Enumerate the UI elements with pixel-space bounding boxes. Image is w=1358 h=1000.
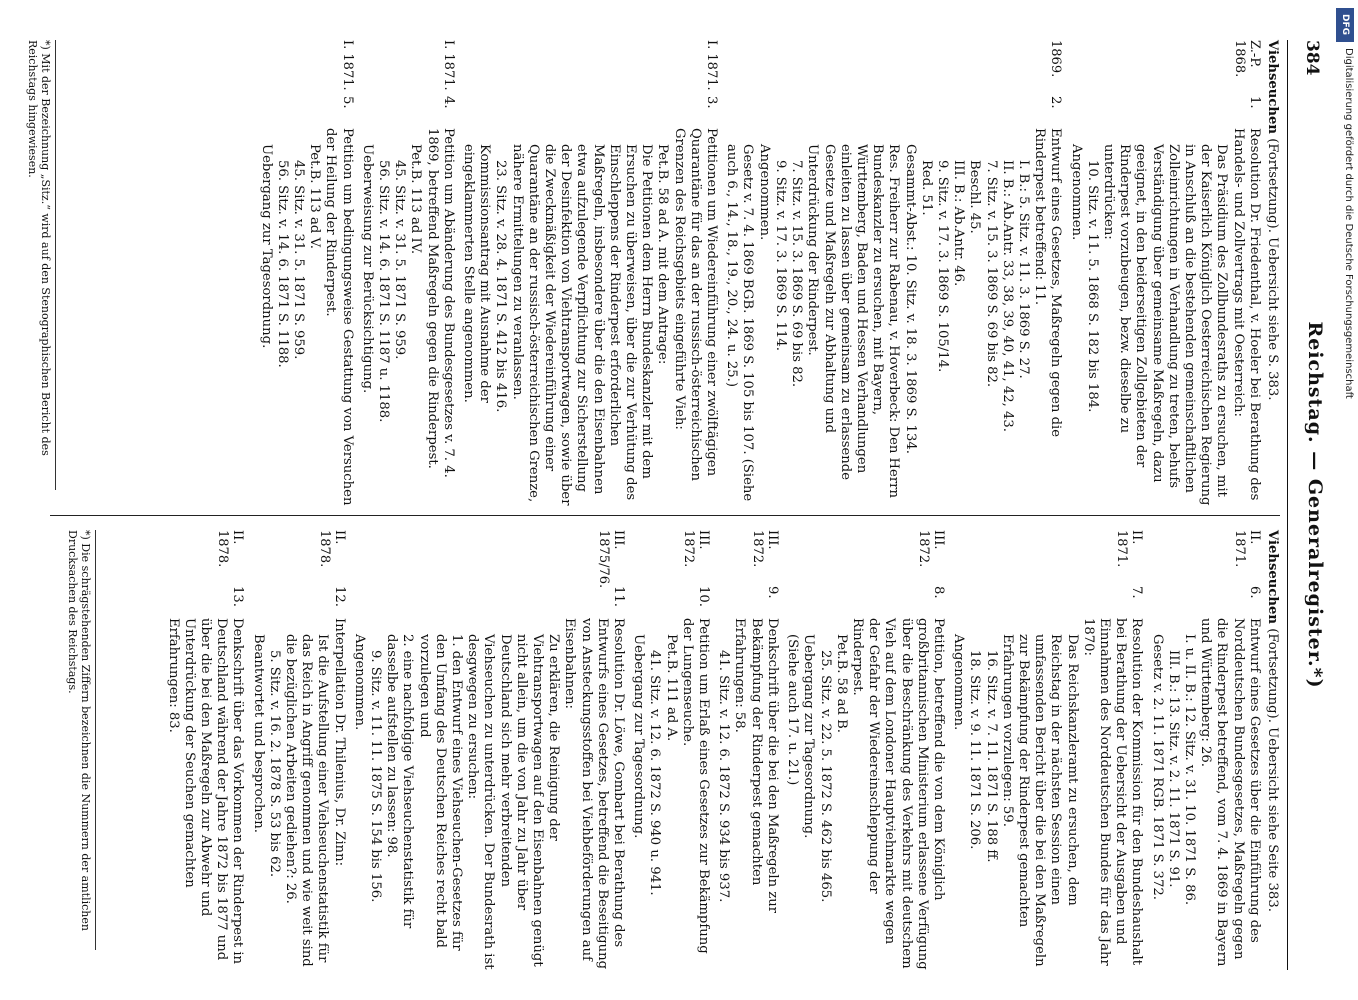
entry-line: (Siehe auch 17. u. 21.) [785, 634, 801, 786]
heading-rest: (Fortsetzung). Uebersicht siehe Seite 383. [1265, 624, 1280, 912]
entry-number: 3. [704, 96, 720, 109]
entry-line: Entwurf eines Gesetzes über die Einführung des Norddeutschen Bundesgesetzes, Maßregeln gegen die Rinderpest betreffend, vom 7. 4. 1869 in Bayern und Württemberg: 26. [1198, 618, 1262, 967]
entry-line: 7. Sitz. v. 15. 3. 1869 S. 69 bis 82. [789, 160, 805, 388]
register-entry [460, 40, 719, 510]
entry-line: Gesetz v. 2. 11. 1871 RGB. 1871 S. 372. [1149, 634, 1165, 900]
entry-line: 10. Sitz. v. 11. 5. 1868 S. 182 bis 184. [1084, 160, 1100, 413]
entry-number: 6. [1246, 586, 1262, 599]
entry-line: Denkschrift über die bei den Maßregeln zur Bekämpfung der Rinderpest gemachten Erfahrungen: 58. [732, 618, 780, 914]
entry-line: 5. Sitz. v. 16. 2. 1878 S. 53 bis 62. [266, 650, 282, 878]
entry-list [257, 40, 1261, 510]
entry-line: Angenommen. [351, 634, 367, 731]
entry-number: 5. [339, 96, 355, 109]
entry-line: Das Präsidium des Zollbundesraths zu ersuchen, mit der Kaiserlich Königlich Oesterreichischen Regierung in Anschluß an die bestehenden gemeinschaftlichen Zolleinrichtungen in Verhandlung zu treten, behufs Verständigung über gemeinsame Maßregeln, dazu geeignet, in den beiderseitigen Zollgebieten der Rinderpest vorzubeugen, bezw. dieselbe zu unterdrücken: [1100, 144, 1230, 506]
column-divider [50, 515, 1280, 516]
entry-line: Angenommen. [1068, 144, 1084, 241]
heading-lead: Viehseuchen [1265, 530, 1280, 624]
entry-line: 16. Sitz. v. 7. 11. 1871 S. 188 ff. [983, 650, 999, 863]
entry-number: 2. [1048, 96, 1064, 109]
footnote-left: *) Mit der Bezeichnung „Sitz.“ wird auf den Stenographischen Bericht des Reichstags hingewiesen. [26, 40, 56, 490]
left-column [253, 40, 1280, 510]
entry-line: Das Reichskanzleramt zu ersuchen, dem Reichstag in der nächsten Session einen umfassenden Bericht über die bei den Maßregeln zur Bekämpfung der Rinderpest gemachten Erfahrungen vorzulegen: 59. [999, 634, 1080, 967]
section-heading [1264, 40, 1280, 510]
entry-line: 7. Sitz. v. 15. 3. 1869 S. 69 bis 82. [983, 160, 999, 388]
entry-line: Uebergang zur Tagesordnung. [631, 634, 647, 839]
entry-line: Gesammt-Abst.: 10. Sitz. v. 18. 3. 1869 S. 134. [902, 144, 918, 454]
entry-line: Kommissionsantrag mit Ausnahme der eingeklammerten Stelle angenommen. [461, 144, 493, 403]
entry-line: Pet.B. 58 ad B. [833, 634, 849, 734]
entry-line: Ueberweisung zur Berücksichtigung. [359, 144, 375, 394]
entry-line: Gesetz v. 7. 4. 1869 BGB. 1869 S. 105 bis 107. (Siehe auch 6., 14., 18., 19., 20., 24. u. 25.) [724, 144, 756, 502]
entry-line: Uebergang zur Tagesordnung. [801, 634, 817, 839]
entry-line: 9. Sitz. v. 17. 3. 1869 S. 114. [772, 160, 788, 351]
entry-line: Petitionen um Wiedereinführung einer zwölftägigen Quarantäne für das an der russisch-österreichischen Grenzen des Reichsgebiets eingeführte Vieh: [671, 128, 720, 482]
entry-line: Petition um bedingungsweise Gestattung von Versuchen der Heilung der Rinderpest. [323, 128, 355, 506]
register-entry [351, 530, 626, 970]
entry-line: 2. eine nachfolgige Viehseuchenstatistik für dasselbe aufstellen zu lassen: 98. [384, 634, 416, 929]
entry-line: Red. 51. [918, 160, 934, 216]
entry-line: II. B.: Ab.Antr. 33, 38, 39, 40, 41, 42, 43. [999, 160, 1015, 432]
entry-line: III. B.: Ab.Antr. 46. [951, 160, 967, 287]
right-column [160, 530, 1280, 970]
entry-line: I. B.: 5. Sitz. v. 11. 3. 1869 S. 27. [1015, 160, 1031, 379]
entry-line: 9. Sitz. v. 11. 11. 1875 S. 154 bis 156. [368, 650, 384, 903]
register-entry [784, 530, 946, 970]
session-label: III. 1875/76. [596, 530, 627, 589]
register-entry [723, 40, 1063, 510]
entry-line: 1. den Entwurf eines Viehseuchen-Gesetzes für den Umfang des Deutschen Reiches recht bald vorzulegen und [416, 634, 465, 951]
entry-line: Interpellation Dr. Thilenius, Dr. Zinn: [331, 618, 347, 867]
entry-line: I. u. II. B.: 12. Sitz. v. 31. 10. 1871 S. 86. [1181, 634, 1197, 906]
entry-line: 45. Sitz. v. 31. 5. 1871 S. 959. [392, 160, 408, 360]
register-entry [164, 530, 245, 970]
entry-line: Resolution der Kommission für den Bundeshaushalt bei Berathung der Uebersicht der Ausgaben und Einnahmen des Norddeutschen Bundes für das Jahr 1870: [1080, 618, 1145, 966]
register-entry [630, 530, 711, 970]
digitization-notice: Digitalisierung gefördert durch die Deutsche Forschungsgemeinschaft [1343, 48, 1354, 399]
entry-number: 1. [1246, 96, 1262, 109]
register-entry [950, 530, 1144, 970]
entry-line: Pet.B. 111 ad A. [663, 634, 679, 742]
entry-line: Pet.B. 113 ad IV. [408, 144, 424, 255]
page-title: Reichstag. — Generalregister.*) [1304, 321, 1326, 689]
register-entry [249, 530, 346, 970]
session-label: II. 1871. [1114, 530, 1145, 568]
entry-line: Angenommen. [756, 144, 772, 241]
entry-line: Pet.B. 58 ad A. mit dem Antrage: [655, 144, 671, 365]
entry-line: Res. Freiherr zur Rabenau, v. Hoverbeck: Den Herrn Bundeskanzler zu ersuchen, mit Bayern, Württemberg, Baden und Hessen Verhandlungen einleiten zu lassen über gemeinsam zu erlassende Gesetze und Maßregeln zur Abhaltung und Unterdrückung der Rinderpest. [805, 144, 902, 498]
entry-number: 4. [440, 96, 456, 109]
register-entry [359, 40, 456, 510]
register-entry [715, 530, 780, 970]
entry-number: 9. [764, 586, 780, 599]
session-label: II. 1871. [1231, 530, 1262, 568]
session-label: I. 1871. [440, 40, 456, 91]
section-heading [1264, 530, 1280, 970]
entry-line: Petition, betreffend die von dem Königlich großbritannischen Ministerium erlassene Verfügung über die Beschränkung des Verkehrs mit deutschem Vieh auf dem Londoner Hauptviehmarkte wegen der Gefahr der Wiedereinschleppung der Rinderpest. [849, 618, 946, 970]
heading-rest: (Fortsetzung). Uebersicht siehe S. 383. [1265, 134, 1280, 401]
entry-line: 56. Sitz. v. 14. 6. 1871 S. 1188. [274, 160, 290, 368]
session-label: II. 1878. [215, 530, 246, 568]
entry-list [164, 530, 1261, 970]
entry-line: Beantwortet und besprochen. [250, 634, 266, 833]
register-entry [1148, 530, 1261, 970]
entry-line: Pet.B. 113 ad V. [307, 144, 323, 249]
entry-line: Uebergang zur Tagesordnung. [258, 144, 274, 349]
heading-lead: Viehseuchen [1265, 40, 1280, 134]
entry-line: Entwurf eines Gesetzes, Maßregeln gegen die Rinderpest betreffend: 11. [1032, 128, 1064, 438]
session-label: 1869. [1048, 40, 1064, 78]
entry-number: 7. [1129, 586, 1145, 599]
entry-line: 56. Sitz. v. 14. 6. 1871 S. 1187 u. 1188. [376, 160, 392, 423]
entry-number: 11. [611, 586, 627, 607]
entry-line: 9. Sitz. v. 17. 3. 1869 S. 105/14. [934, 160, 950, 373]
session-label: III. 1872. [915, 530, 946, 568]
entry-line: Petition um Erlaß eines Gesetzes zur Bekämpfung der Lungenseuche. [679, 618, 712, 954]
entry-line: Denkschrift über das Vorkommen der Rinderpest in Deutschland während der Jahre 1872 bis 1877 und über die bei den Maßregeln zur Abwehr und Unterdrückung der Seuchen gemachten Erfahrungen: 83. [165, 618, 246, 965]
entry-line: Angenommen. [951, 634, 967, 731]
page-number: 384 [1302, 40, 1322, 76]
session-label: Z.-P. 1868. [1231, 40, 1262, 78]
dfg-logo: DFG [1336, 8, 1354, 42]
session-label: II. 1878. [316, 530, 347, 568]
entry-line: 41. Sitz. v. 12. 6. 1872 S. 940 u. 941. [647, 650, 663, 896]
entry-number: 13. [230, 586, 246, 607]
page-header [1290, 40, 1330, 970]
register-entry [257, 40, 354, 510]
entry-line: Zu erklären, die Reinigung der Viehtransportwagen auf den Eisenbahnen genügt nicht allein, um die von Jahr zu Jahr über Deutschland sich mehr verbreitenden Viehseuchen zu unterdrücken. Der Bundesrath ist desgwegen zu ersuchen: [465, 634, 562, 970]
entry-line: 23. Sitz. v. 28. 4. 1871 S. 412 bis 416. [493, 160, 509, 413]
entry-number: 12. [331, 586, 347, 607]
entry-line: III. B.: 13. Sitz. v. 2. 11. 1871 S. 91. [1165, 650, 1181, 888]
session-label: I. 1871. [704, 40, 720, 91]
entry-number: 8. [930, 586, 946, 599]
entry-line: Resolution Dr. Löwe, Gombart bei Berathung des Entwurfs eines Gesetzes, betreffend die Beseitigung von Ansteckungsstoffen bei Viehbeförderungen auf Eisenbahnen: [562, 618, 627, 970]
entry-number: 10. [696, 586, 712, 607]
entry-line: Ist die Aufstellung einer Viehseuchenstatistik für das Reich in Angriff genommen und wie weit sind die bezüglichen Arbeiten gediehen?: 26. [283, 634, 331, 967]
entry-line: 18. Sitz. v. 9. 11. 1871 S. 206. [967, 650, 983, 850]
footnote-right: *) Die schrägstehenden Ziffern bezeichnen die Nummern der amtlichen Drucksachen des Reichstags. [66, 530, 96, 950]
session-label: I. 1871. [339, 40, 355, 91]
entry-line: Petition um Abänderung des Bundesgesetzes v. 7. 4. 1869, betreffend Maßregeln gegen die Rinderpest. [424, 128, 456, 478]
session-label: III. 1872. [681, 530, 712, 568]
entry-line: 41. Sitz. v. 12. 6. 1872 S. 934 bis 937. [716, 650, 732, 903]
entry-line: 45. Sitz. v. 31. 5. 1871 S. 959. [291, 160, 307, 360]
entry-line: Beschl. 45. [967, 160, 983, 234]
session-label: III. 1872. [749, 530, 780, 568]
entry-line: Resolution Dr. Friedenthal, v. Hoeler bei Berathung des Handels- und Zollvertrags mit Oesterreich: [1230, 128, 1262, 501]
entry-line: Die Petitionen dem Herrn Bundeskanzler mit dem Ersuchen zu überweisen, über die zur Verhütung des Einschleppens der Rinderpest erforderlichen Maßregeln, insbesondere über die den Eisenbahnen etwa aufzulegende Verpflichtung zur Sicherstellung der Desinfektion von Viehtransportwagen, sowie über die Zweckmäßigkeit der Wiedereinführung einer Quarantäne an der russisch-österreichischen Grenze, nähere Ermittelungen zu veranlassen. [509, 144, 655, 506]
header-rule [1287, 40, 1288, 970]
register-entry [1067, 40, 1261, 510]
entry-line: 25. Sitz. v. 22. 5. 1872 S. 462 bis 465. [817, 650, 833, 903]
